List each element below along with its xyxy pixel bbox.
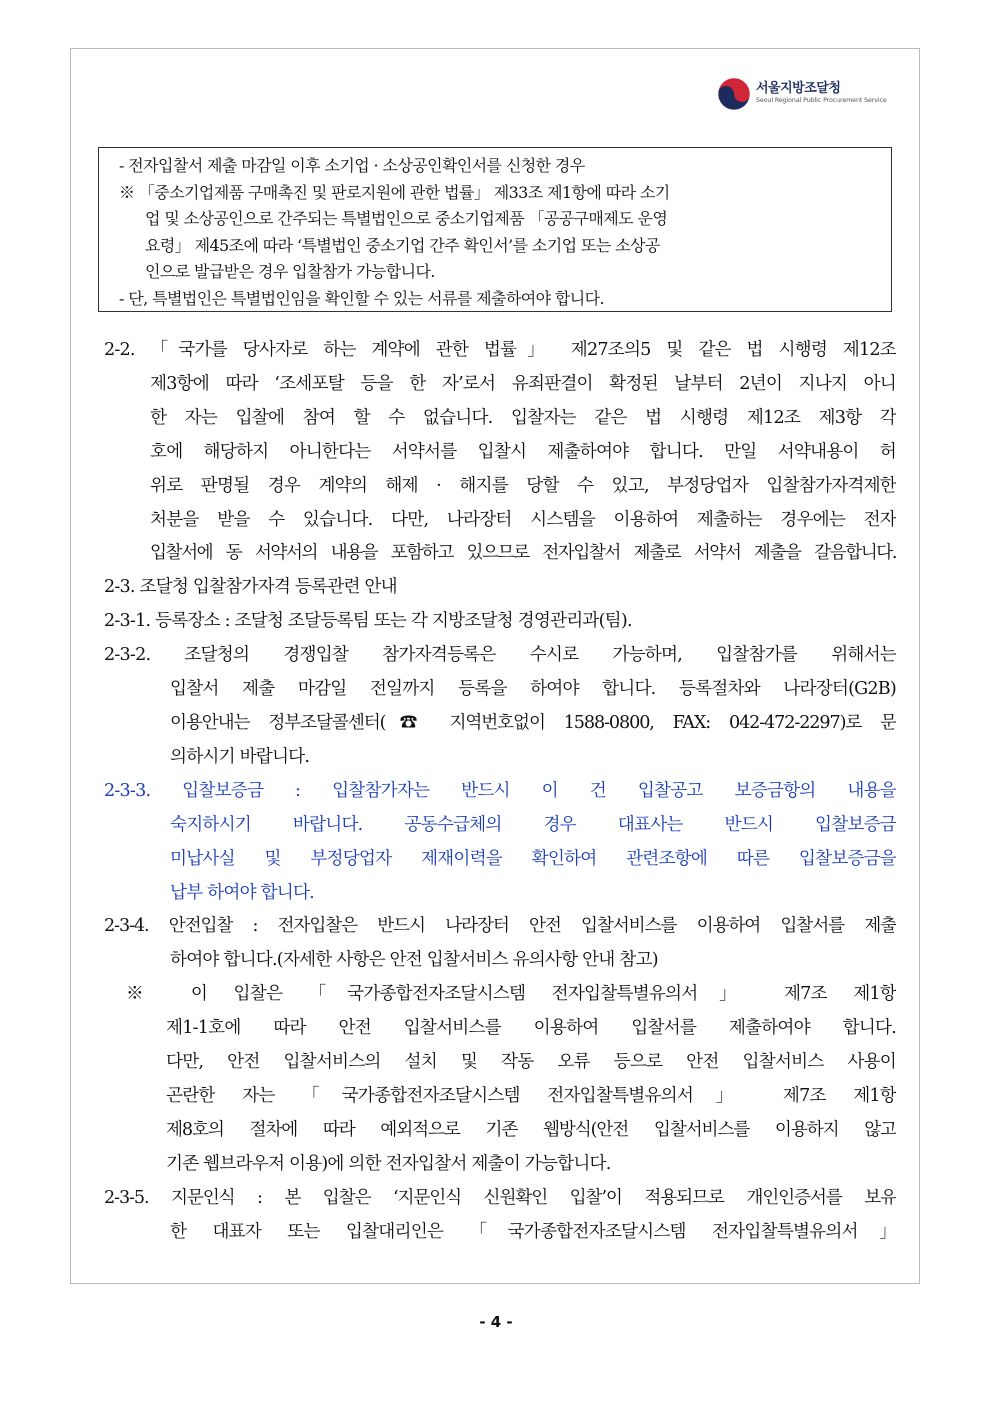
notice-line: - 전자입찰서 제출 마감일 이후 소기업 · 소상공인확인서를 신청한 경우 xyxy=(119,156,585,175)
notice-line: 요령」 제45조에 따라 ‘특별법인 중소기업 간주 확인서’를 소기업 또는 소상공 xyxy=(145,235,660,255)
section-2-3-3-line: 미납사실 및 부정당업자 제재이력을 확인하여 관련조항에 따른 입찰보증금을 xyxy=(170,848,896,869)
section-2-3-5-line: 한 대표자 또는 입찰대리인은 「국가종합전자조달시스템 전자입찰특별유의서」 xyxy=(170,1221,896,1242)
section-2-3-3-line: 납부 하여야 합니다. xyxy=(170,882,314,903)
safe-bid-note-line: ※ 이 입찰은 「국가종합전자조달시스템 전자입찰특별유의서」 제7조 제1항 xyxy=(126,984,896,1005)
section-2-2-line: 위로 판명될 경우 계약의 해제 · 해지를 당할 수 있고, 부정당업자 입찰참가자격제한 xyxy=(150,475,896,496)
document-body xyxy=(104,334,896,1249)
safe-bid-note-line: 곤란한 자는 「국가종합전자조달시스템 전자입찰특별유의서」 제7조 제1항 xyxy=(166,1085,896,1106)
section-2-3-2-line: 입찰서 제출 마감일 전일까지 등록을 하여야 합니다. 등록절차와 나라장터(G2B) xyxy=(170,679,896,700)
logo-title: 서울지방조달청 xyxy=(756,81,841,96)
agency-logo xyxy=(716,74,896,118)
notice-line: - 단, 특별법인은 특별법인임을 확인할 수 있는 서류를 제출하여야 합니다. xyxy=(119,288,604,308)
safe-bid-note-line: 제8호의 절차에 따라 예외적으로 기존 웹방식(안전 입찰서비스를 이용하지 않고 xyxy=(166,1119,896,1140)
section-2-2-line: 2-2. 「국가를 당사자로 하는 계약에 관한 법률」 제27조의5 및 같은 법 시행령 제12조 xyxy=(104,340,896,360)
safe-bid-note-line: 제1-1호에 따라 안전 입찰서비스를 이용하여 입찰서를 제출하여야 합니다. xyxy=(166,1018,896,1039)
page-number: - 4 - xyxy=(479,1313,513,1331)
section-2-2-line: 입찰서에 동 서약서의 내용을 포함하고 있으므로 전자입찰서 제출로 서약서 제출을 갈음합니다. xyxy=(150,543,896,564)
notice-box xyxy=(98,147,892,312)
section-2-2-line: 처분을 받을 수 있습니다. 다만, 나라장터 시스템을 이용하여 제출하는 경우에는 전자 xyxy=(150,509,896,530)
section-2-3-1: 2-3-1. 등록장소 : 조달청 조달등록팀 또는 각 지방조달청 경영관리과(팀). xyxy=(104,611,632,632)
safe-bid-note-line: 다만, 안전 입찰서비스의 설치 및 작동 오류 등으로 안전 입찰서비스 사용이 xyxy=(166,1052,896,1073)
taegeuk-logo-icon xyxy=(716,76,752,112)
notice-line: ※ 「중소기업제품 구매촉진 및 판로지원에 관한 법률」 제33조 제1항에 따라 소기 xyxy=(119,182,670,202)
section-2-3-heading: 2-3. 조달청 입찰참가자격 등록관련 안내 xyxy=(104,577,397,598)
section-2-3-4-line: 2-3-4. 안전입찰 : 전자입찰은 반드시 나라장터 안전 입찰서비스를 이용하여 입찰서를 제출 xyxy=(104,916,896,937)
logo-subtitle: Seoul Regional Public Procurement Service xyxy=(756,97,887,104)
section-2-3-5-line: 2-3-5. 지문인식 : 본 입찰은 ‘지문인식 신원확인 입찰’이 적용되므로 개인인증서를 보유 xyxy=(104,1187,896,1208)
section-2-3-3-line: 2-3-3. 입찰보증금 : 입찰참가자는 반드시 이 건 입찰공고 보증금항의 내용을 xyxy=(104,780,896,801)
section-2-2-line: 제3항에 따라 ‘조세포탈 등을 한 자’로서 유죄판결이 확정된 날부터 2년이 지나지 아니 xyxy=(150,373,896,394)
section-2-3-3-line: 숙지하시기 바랍니다. 공동수급체의 경우 대표사는 반드시 입찰보증금 xyxy=(170,814,896,835)
section-2-2-line: 호에 해당하지 아니한다는 서약서를 입찰시 제출하여야 합니다. 만일 서약내용이 허 xyxy=(150,441,896,462)
notice-line: 업 및 소상공인으로 간주되는 특별법인으로 중소기업제품 「공공구매제도 운영 xyxy=(145,209,668,228)
section-2-3-2-line: 2-3-2. 조달청의 경쟁입찰 참가자격등록은 수시로 가능하며, 입찰참가를 위해서는 xyxy=(104,645,896,666)
notice-line: 인으로 발급받은 경우 입찰참가 가능합니다. xyxy=(145,262,435,281)
section-2-2-line: 한 자는 입찰에 참여 할 수 없습니다. 입찰자는 같은 법 시행령 제12조 제3항 각 xyxy=(150,407,896,428)
safe-bid-note-line: 기존 웹브라우저 이용)에 의한 전자입찰서 제출이 가능합니다. xyxy=(166,1153,611,1174)
section-2-3-2-line: 의하시기 바랍니다. xyxy=(170,746,310,767)
section-2-3-4-line: 하여야 합니다.(자세한 사항은 안전 입찰서비스 유의사항 안내 참고) xyxy=(170,950,658,971)
section-2-3-2-line: 이용안내는 정부조달콜센터(☎ 지역번호없이 1588-0800, FAX: 042-472-2297)로 문 xyxy=(170,712,896,733)
